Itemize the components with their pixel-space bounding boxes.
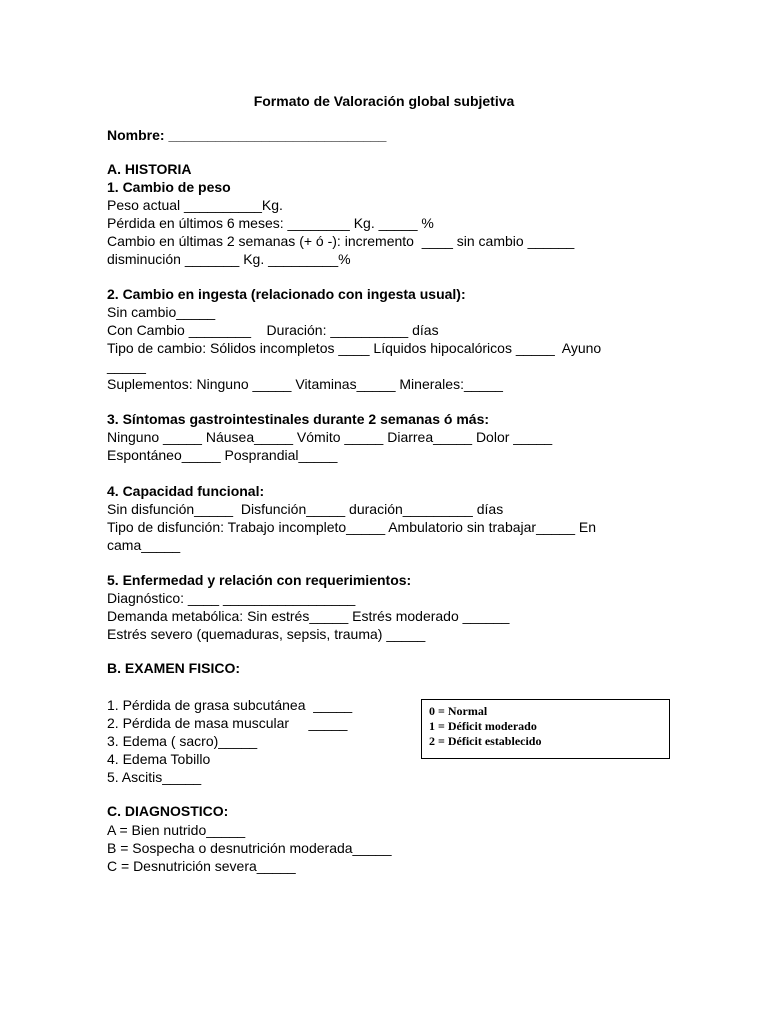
document-title: Formato de Valoración global subjetiva <box>253 93 515 109</box>
q1-line: disminución _______ Kg. _________% <box>107 251 351 267</box>
q3-line: Espontáneo_____ Posprandial_____ <box>107 447 338 463</box>
q2-line: _____ <box>107 358 146 374</box>
q3-heading: 3. Síntomas gastrointestinales durante 2 semanas ó más: <box>107 411 490 427</box>
diagnosis-line: C = Desnutrición severa_____ <box>107 858 296 874</box>
q2-line: Sin cambio_____ <box>107 304 216 320</box>
q1-line: Peso actual __________Kg. <box>107 197 283 213</box>
q3-line: Ninguno _____ Náusea_____ Vómito _____ Diarrea_____ Dolor _____ <box>107 429 553 445</box>
section-a-heading: A. HISTORIA <box>107 161 192 177</box>
legend-item: 1 = Déficit moderado <box>429 719 537 733</box>
q4-heading: 4. Capacidad funcional: <box>107 483 265 499</box>
q1-heading: 1. Cambio de peso <box>107 179 231 195</box>
exam-line: 1. Pérdida de grasa subcutánea _____ <box>107 697 353 713</box>
exam-line: 3. Edema ( sacro)_____ <box>107 733 258 749</box>
q5-heading: 5. Enfermedad y relación con requerimientos: <box>107 572 412 588</box>
q5-line: Diagnóstico: ____ _________________ <box>107 590 356 606</box>
q2-line: Tipo de cambio: Sólidos incompletos ____ Líquidos hipocalóricos _____ Ayuno <box>107 340 602 356</box>
section-b-heading: B. EXAMEN FISICO: <box>107 660 241 676</box>
q2-heading: 2. Cambio en ingesta (relacionado con ingesta usual): <box>107 286 466 302</box>
legend-item: 0 = Normal <box>429 704 488 718</box>
section-c-heading: C. DIAGNOSTICO: <box>107 803 229 819</box>
score-legend-box <box>421 699 670 759</box>
diagnosis-line: B = Sospecha o desnutrición moderada_____ <box>107 840 392 856</box>
q1-line: Pérdida en últimos 6 meses: ________ Kg. _____ % <box>107 215 434 231</box>
diagnosis-line: A = Bien nutrido_____ <box>107 822 246 838</box>
name-field-label: Nombre: ____________________________ <box>107 127 387 143</box>
q1-line: Cambio en últimas 2 semanas (+ ó -): incremento ____ sin cambio ______ <box>107 233 575 249</box>
q4-line: Sin disfunción_____ Disfunción_____ duración_________ días <box>107 501 504 517</box>
exam-line: 5. Ascitis_____ <box>107 769 202 785</box>
legend-item: 2 = Déficit establecido <box>429 734 542 748</box>
q5-line: Demanda metabólica: Sin estrés_____ Estrés moderado ______ <box>107 608 510 624</box>
q4-line: Tipo de disfunción: Trabajo incompleto_____ Ambulatorio sin trabajar_____ En <box>107 519 597 535</box>
q4-line: cama_____ <box>107 537 181 553</box>
q2-line: Con Cambio ________ Duración: __________ días <box>107 322 439 338</box>
exam-line: 2. Pérdida de masa muscular _____ <box>107 715 348 731</box>
q2-line: Suplementos: Ninguno _____ Vitaminas_____ Minerales:_____ <box>107 376 503 392</box>
exam-line: 4. Edema Tobillo <box>107 751 211 767</box>
q5-line: Estrés severo (quemaduras, sepsis, trauma) _____ <box>107 626 426 642</box>
